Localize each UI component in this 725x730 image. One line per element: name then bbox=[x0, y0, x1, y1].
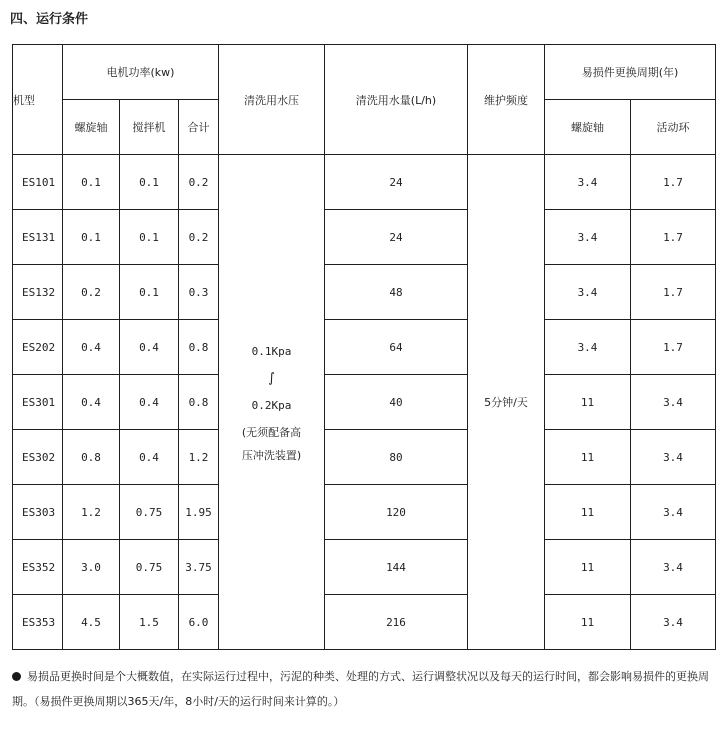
header-water-pressure: 清洗用水压 bbox=[219, 45, 325, 155]
cell-model: ES303 bbox=[13, 485, 63, 540]
cell-total-power: 6.0 bbox=[179, 595, 219, 650]
pressure-low: 0.1Kpa bbox=[251, 344, 292, 358]
cell-total-power: 0.8 bbox=[179, 320, 219, 375]
cell-wear-screw-shaft: 11 bbox=[545, 485, 631, 540]
cell-model: ES352 bbox=[13, 540, 63, 595]
table-row bbox=[13, 265, 716, 320]
table-row bbox=[13, 375, 716, 430]
cell-water-amount: 216 bbox=[325, 595, 468, 650]
cell-screw-power: 0.4 bbox=[63, 375, 120, 430]
table-row bbox=[13, 155, 716, 210]
cell-screw-power: 0.1 bbox=[63, 210, 120, 265]
cell-mixer-power: 0.4 bbox=[120, 430, 179, 485]
cell-screw-power: 0.4 bbox=[63, 320, 120, 375]
footnote-text: 易损品更换时间是个大概数值，在实际运行过程中，污泥的种类、处理的方式、运行调整状况以及每天的运行时间，都会影响易损件的更换周期。（易损件更换周期以365天/年，8小时/天的运行时间来计算的。） bbox=[12, 670, 709, 708]
cell-water-amount: 80 bbox=[325, 430, 468, 485]
cell-mixer-power: 0.1 bbox=[120, 210, 179, 265]
cell-movable-ring: 1.7 bbox=[631, 265, 716, 320]
bullet-icon bbox=[12, 672, 21, 681]
cell-model: ES132 bbox=[13, 265, 63, 320]
cell-model: ES202 bbox=[13, 320, 63, 375]
cell-total-power: 0.8 bbox=[179, 375, 219, 430]
cell-wear-screw-shaft: 11 bbox=[545, 540, 631, 595]
operating-conditions-table bbox=[12, 44, 716, 650]
pressure-range-symbol: ∫ bbox=[268, 370, 275, 386]
pressure-note-line2: 压冲洗装置) bbox=[241, 448, 302, 462]
cell-movable-ring: 1.7 bbox=[631, 320, 716, 375]
pressure-high: 0.2Kpa bbox=[251, 398, 292, 412]
cell-screw-power: 0.2 bbox=[63, 265, 120, 320]
cell-model: ES301 bbox=[13, 375, 63, 430]
cell-movable-ring: 3.4 bbox=[631, 375, 716, 430]
header-model: 机型 bbox=[13, 45, 63, 155]
cell-wear-screw-shaft: 11 bbox=[545, 375, 631, 430]
header-screw-shaft: 螺旋轴 bbox=[63, 100, 120, 155]
cell-mixer-power: 0.1 bbox=[120, 155, 179, 210]
cell-water-amount: 64 bbox=[325, 320, 468, 375]
cell-model: ES353 bbox=[13, 595, 63, 650]
cell-wear-screw-shaft: 3.4 bbox=[545, 265, 631, 320]
cell-water-amount: 120 bbox=[325, 485, 468, 540]
cell-maintenance-frequency: 5分钟/天 bbox=[468, 155, 545, 650]
cell-water-amount: 40 bbox=[325, 375, 468, 430]
cell-water-amount: 48 bbox=[325, 265, 468, 320]
table-row bbox=[13, 485, 716, 540]
cell-movable-ring: 3.4 bbox=[631, 540, 716, 595]
header-total: 合计 bbox=[179, 100, 219, 155]
cell-total-power: 0.2 bbox=[179, 155, 219, 210]
header-wear-screw-shaft: 螺旋轴 bbox=[545, 100, 631, 155]
cell-movable-ring: 3.4 bbox=[631, 485, 716, 540]
header-motor-power: 电机功率(kw) bbox=[63, 45, 219, 100]
table-row bbox=[13, 595, 716, 650]
section-heading: 四、运行条件 bbox=[10, 12, 89, 27]
cell-wear-screw-shaft: 3.4 bbox=[545, 155, 631, 210]
cell-water-amount: 24 bbox=[325, 210, 468, 265]
footnote bbox=[12, 664, 712, 714]
cell-water-pressure bbox=[219, 155, 325, 650]
table-row bbox=[13, 210, 716, 265]
header-maintenance-frequency: 维护频度 bbox=[468, 45, 545, 155]
cell-screw-power: 4.5 bbox=[63, 595, 120, 650]
cell-movable-ring: 1.7 bbox=[631, 155, 716, 210]
pressure-note-line1: (无须配备高 bbox=[241, 425, 302, 439]
cell-mixer-power: 0.1 bbox=[120, 265, 179, 320]
cell-water-amount: 24 bbox=[325, 155, 468, 210]
header-wear-part-cycle: 易损件更换周期(年) bbox=[545, 45, 716, 100]
table-row bbox=[13, 430, 716, 485]
cell-mixer-power: 0.4 bbox=[120, 375, 179, 430]
cell-screw-power: 0.8 bbox=[63, 430, 120, 485]
cell-total-power: 0.3 bbox=[179, 265, 219, 320]
cell-wear-screw-shaft: 11 bbox=[545, 430, 631, 485]
cell-movable-ring: 3.4 bbox=[631, 430, 716, 485]
cell-model: ES101 bbox=[13, 155, 63, 210]
cell-wear-screw-shaft: 3.4 bbox=[545, 320, 631, 375]
table-row bbox=[13, 540, 716, 595]
cell-total-power: 0.2 bbox=[179, 210, 219, 265]
header-water-amount: 清洗用水量(L/h) bbox=[325, 45, 468, 155]
cell-screw-power: 0.1 bbox=[63, 155, 120, 210]
cell-movable-ring: 3.4 bbox=[631, 595, 716, 650]
cell-total-power: 1.2 bbox=[179, 430, 219, 485]
table-row bbox=[13, 320, 716, 375]
cell-model: ES302 bbox=[13, 430, 63, 485]
cell-total-power: 3.75 bbox=[179, 540, 219, 595]
cell-movable-ring: 1.7 bbox=[631, 210, 716, 265]
header-movable-ring: 活动环 bbox=[631, 100, 716, 155]
header-mixer: 搅拌机 bbox=[120, 100, 179, 155]
cell-screw-power: 3.0 bbox=[63, 540, 120, 595]
cell-total-power: 1.95 bbox=[179, 485, 219, 540]
cell-model: ES131 bbox=[13, 210, 63, 265]
cell-water-amount: 144 bbox=[325, 540, 468, 595]
cell-mixer-power: 0.75 bbox=[120, 485, 179, 540]
cell-mixer-power: 0.75 bbox=[120, 540, 179, 595]
cell-screw-power: 1.2 bbox=[63, 485, 120, 540]
cell-wear-screw-shaft: 3.4 bbox=[545, 210, 631, 265]
cell-mixer-power: 0.4 bbox=[120, 320, 179, 375]
cell-mixer-power: 1.5 bbox=[120, 595, 179, 650]
cell-wear-screw-shaft: 11 bbox=[545, 595, 631, 650]
